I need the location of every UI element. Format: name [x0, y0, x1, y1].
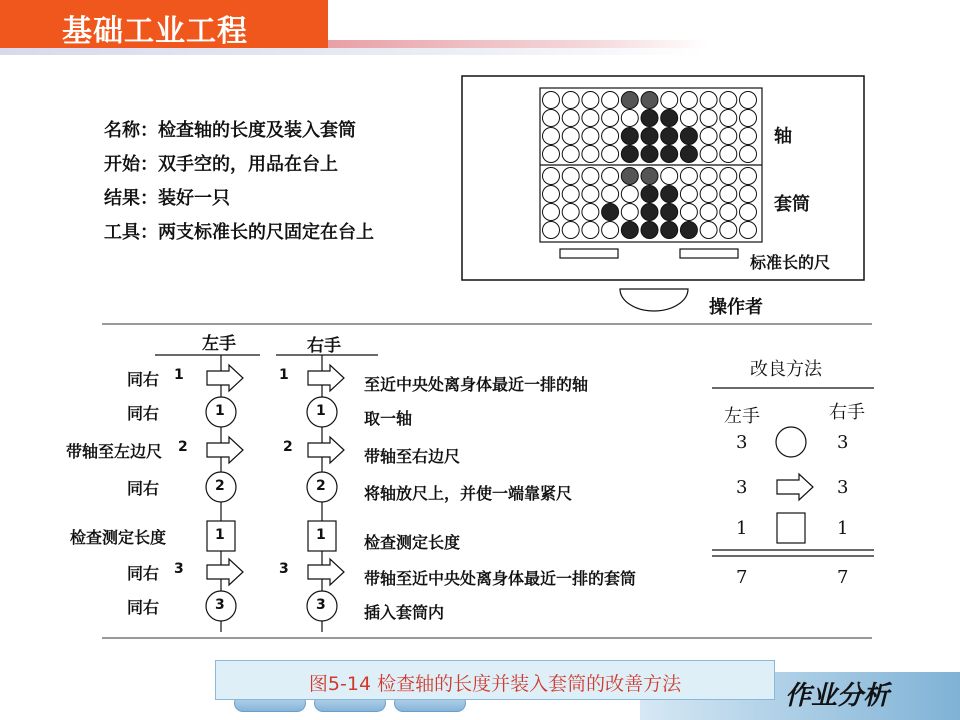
part-circle: [720, 186, 737, 203]
right-step-description: 带轴至近中央处离身体最近一排的套筒: [364, 569, 637, 588]
left-step-number: 1: [215, 403, 225, 419]
part-circle: [621, 146, 638, 163]
part-circle: [740, 146, 757, 163]
figure-caption: 图5-14 检查轴的长度并装入套筒的改善方法: [308, 673, 682, 695]
ruler-right: [680, 249, 738, 258]
part-circle: [680, 186, 697, 203]
section-title: 作业分析: [785, 681, 890, 711]
part-circle: [680, 168, 697, 185]
summary-right-count: 3: [837, 477, 849, 498]
part-circle: [720, 168, 737, 185]
part-circle: [621, 186, 638, 203]
part-circle: [641, 128, 658, 145]
inspection-symbol: [777, 513, 805, 543]
left-step-label: 同右: [126, 370, 159, 389]
part-circle: [621, 92, 638, 109]
part-circle: [543, 204, 560, 221]
part-circle: [582, 168, 599, 185]
shaft-label: 轴: [774, 126, 792, 147]
part-circle: [720, 146, 737, 163]
right-hand-header: 右手: [307, 336, 341, 356]
transport-symbol: [777, 474, 813, 500]
part-circle: [602, 222, 619, 239]
part-circle: [543, 168, 560, 185]
part-circle: [602, 168, 619, 185]
part-circle: [562, 92, 579, 109]
left-step-label: 同右: [126, 404, 159, 423]
part-circle: [543, 146, 560, 163]
part-circle: [700, 204, 717, 221]
part-circle: [562, 146, 579, 163]
part-circle: [661, 168, 678, 185]
left-step-number: 3: [215, 597, 225, 613]
part-circle: [621, 204, 638, 221]
summary-right-count: 3: [837, 432, 849, 453]
right-step-description: 插入套筒内: [364, 603, 445, 622]
part-circle: [602, 110, 619, 127]
left-step-label: 同右: [126, 598, 159, 617]
part-circle: [582, 222, 599, 239]
part-circle: [602, 204, 619, 221]
part-circle: [543, 128, 560, 145]
part-circle: [543, 186, 560, 203]
ruler-label: 标准长的尺: [750, 253, 831, 272]
summary-right-head: 右手: [829, 402, 865, 423]
left-step-label: 检查测定长度: [69, 528, 166, 547]
part-circle: [562, 204, 579, 221]
part-circle: [740, 128, 757, 145]
part-circle: [582, 204, 599, 221]
part-circle: [582, 186, 599, 203]
part-circle: [661, 110, 678, 127]
transport-symbol: [308, 437, 344, 463]
part-circle: [602, 92, 619, 109]
transport-symbol: [308, 365, 344, 391]
part-circle: [641, 204, 658, 221]
summary-title: 改良方法: [750, 359, 822, 380]
part-circle: [740, 204, 757, 221]
operator-label: 操作者: [709, 297, 763, 318]
part-circle: [562, 186, 579, 203]
summary-left-head: 左手: [724, 406, 760, 427]
right-step-description: 将轴放尺上，并使一端靠紧尺: [364, 484, 573, 503]
part-circle: [720, 204, 737, 221]
part-circle: [680, 222, 697, 239]
page-title: 基础工业工程: [62, 14, 248, 49]
part-circle: [543, 92, 560, 109]
summary-left-count: 3: [736, 432, 748, 453]
part-circle: [661, 92, 678, 109]
part-circle: [661, 128, 678, 145]
left-step-number: 3: [174, 561, 184, 577]
part-circle: [740, 222, 757, 239]
right-step-number: 1: [279, 367, 289, 383]
summary-symbols: [776, 427, 813, 543]
part-circle: [582, 128, 599, 145]
part-circle: [700, 222, 717, 239]
part-circle: [680, 204, 697, 221]
part-circle: [641, 168, 658, 185]
summary-left-count: 3: [736, 477, 748, 498]
operator-symbol: [620, 289, 688, 311]
part-circle: [562, 110, 579, 127]
summary-right-count: 1: [837, 518, 849, 539]
part-circle: [621, 168, 638, 185]
part-circle: [562, 128, 579, 145]
part-circle: [661, 146, 678, 163]
part-circle: [740, 110, 757, 127]
part-circle: [641, 92, 658, 109]
part-circle: [621, 128, 638, 145]
summary-left-count: 1: [736, 518, 748, 539]
part-circle: [720, 222, 737, 239]
part-circle: [661, 186, 678, 203]
part-circle: [740, 92, 757, 109]
left-step-number: 2: [215, 478, 225, 494]
left-step-number: 2: [178, 439, 188, 455]
right-step-number: 3: [316, 597, 326, 613]
left-step-label: 同右: [126, 564, 159, 583]
part-circle: [700, 186, 717, 203]
part-circle: [700, 168, 717, 185]
part-circle: [700, 128, 717, 145]
part-circle: [661, 204, 678, 221]
summary-total-left: 7: [736, 567, 748, 588]
transport-symbol: [308, 559, 344, 585]
right-step-number: 1: [316, 527, 326, 543]
part-circle: [680, 92, 697, 109]
part-circle: [641, 186, 658, 203]
task-result: 结果：装好一只: [104, 188, 230, 209]
part-circle: [720, 92, 737, 109]
part-circle: [562, 222, 579, 239]
left-step-number: 1: [174, 367, 184, 383]
part-circle: [641, 146, 658, 163]
part-circle: [680, 110, 697, 127]
part-circle: [700, 146, 717, 163]
part-circle: [562, 168, 579, 185]
right-step-description: 检查测定长度: [364, 533, 461, 552]
task-start: 开始：双手空的，用品在台上: [104, 154, 338, 175]
transport-symbol: [207, 365, 243, 391]
right-step-number: 2: [316, 478, 326, 494]
part-circle: [602, 146, 619, 163]
part-circle: [543, 222, 560, 239]
right-step-number: 3: [279, 561, 289, 577]
right-step-description: 取一轴: [364, 409, 413, 428]
ruler-left: [560, 249, 618, 258]
summary-total-right: 7: [837, 567, 849, 588]
part-circle: [602, 128, 619, 145]
part-circle: [543, 110, 560, 127]
part-circle: [661, 222, 678, 239]
part-circle: [740, 186, 757, 203]
left-step-label: 同右: [126, 479, 159, 498]
part-circle: [680, 146, 697, 163]
right-step-number: 2: [283, 439, 293, 455]
part-circle: [582, 146, 599, 163]
part-circle: [680, 128, 697, 145]
part-circle: [582, 110, 599, 127]
part-circle: [700, 110, 717, 127]
part-circle: [621, 222, 638, 239]
part-circle: [720, 110, 737, 127]
part-circle: [720, 128, 737, 145]
part-circle: [582, 92, 599, 109]
left-hand-header: 左手: [202, 334, 236, 354]
sleeve-label: 套筒: [774, 194, 810, 215]
part-circle: [641, 110, 658, 127]
part-circle: [641, 222, 658, 239]
figure-caption-box: [215, 660, 775, 700]
part-circle: [621, 110, 638, 127]
right-step-number: 1: [316, 403, 326, 419]
task-tool: 工具：两支标准长的尺固定在台上: [104, 222, 374, 243]
operation-symbol: [776, 427, 806, 457]
part-circle: [602, 186, 619, 203]
left-step-label: 带轴至左边尺: [65, 442, 162, 461]
right-step-description: 带轴至右边尺: [364, 447, 461, 466]
transport-symbol: [207, 559, 243, 585]
transport-symbol: [207, 437, 243, 463]
right-step-description: 至近中央处离身体最近一排的轴: [364, 375, 589, 394]
part-circle: [700, 92, 717, 109]
part-circle: [740, 168, 757, 185]
task-name: 名称：检查轴的长度及装入套筒: [104, 120, 356, 141]
left-step-number: 1: [215, 527, 225, 543]
